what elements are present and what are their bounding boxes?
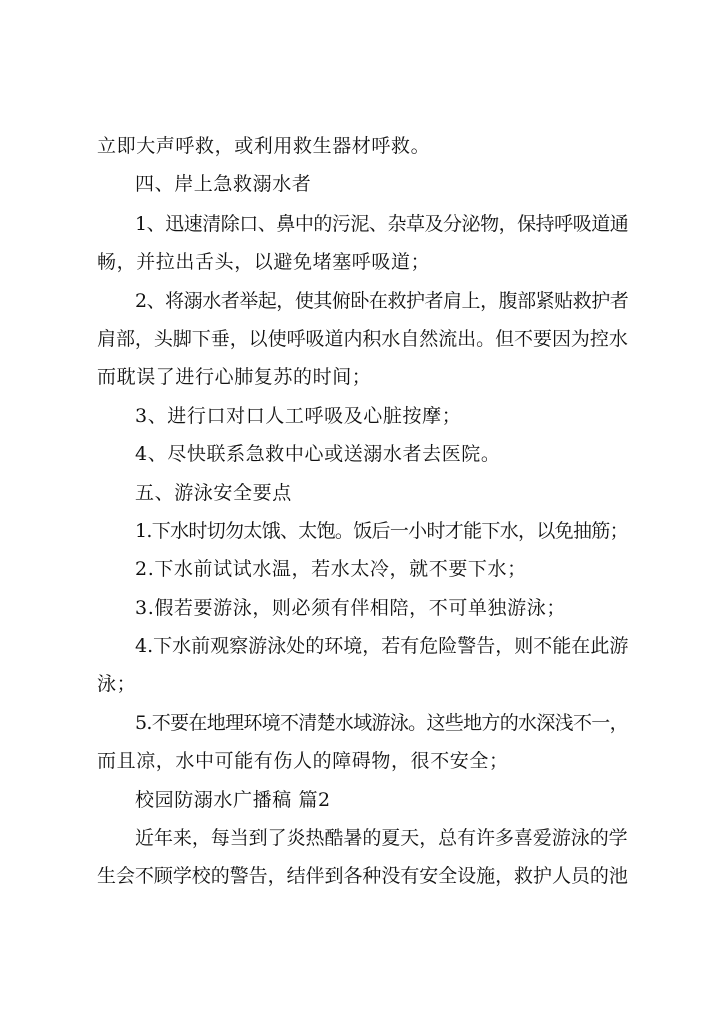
text-line: 1、迅速清除口、鼻中的污泥、杂草及分泌物，保持呼吸道通 <box>135 213 629 235</box>
section-heading: 四、岸上急救溺水者 <box>135 173 312 195</box>
section-heading: 五、游泳安全要点 <box>135 482 292 504</box>
text-line: 畅，并拉出舌头，以避免堵塞呼吸道； <box>97 251 431 273</box>
text-line: 2、将溺水者举起，使其俯卧在救护者肩上，腹部紧贴救护者 <box>135 290 629 312</box>
text-line: 2.下水前试试水温，若水太冷，就不要下水； <box>135 558 527 580</box>
section-heading: 校园防溺水广播稿 篇2 <box>135 789 331 811</box>
text-line: 立即大声呼救，或利用救生器材呼救。 <box>97 135 431 157</box>
text-line: 生会不顾学校的警告，结伴到各种没有安全设施，救护人员的池 <box>97 865 628 887</box>
text-line: 1.下水时切勿太饿、太饱。饭后一小时才能下水，以免抽筋； <box>135 520 628 542</box>
text-line: 泳； <box>97 673 137 695</box>
text-line: 4.下水前观察游泳处的环境，若有危险警告，则不能在此游 <box>135 635 629 657</box>
text-line: 而且凉，水中可能有伤人的障碍物，很不安全； <box>97 750 509 772</box>
text-line: 而耽误了进行心肺复苏的时间； <box>97 366 372 388</box>
text-line: 近年来，每当到了炎热酷暑的夏天，总有许多喜爱游泳的学 <box>135 827 628 849</box>
text-line: 5.不要在地理环境不清楚水域游泳。这些地方的水深浅不一， <box>135 712 628 734</box>
text-line: 3、进行口对口人工呼吸及心脏按摩； <box>135 405 462 427</box>
text-line: 3.假若要游泳，则必须有伴相陪，不可单独游泳； <box>135 597 566 619</box>
text-line: 肩部，头脚下垂，以使呼吸道内积水自然流出。但不要因为控水 <box>97 328 628 350</box>
text-line: 4、尽快联系急救中心或送溺水者去医院。 <box>135 443 501 465</box>
